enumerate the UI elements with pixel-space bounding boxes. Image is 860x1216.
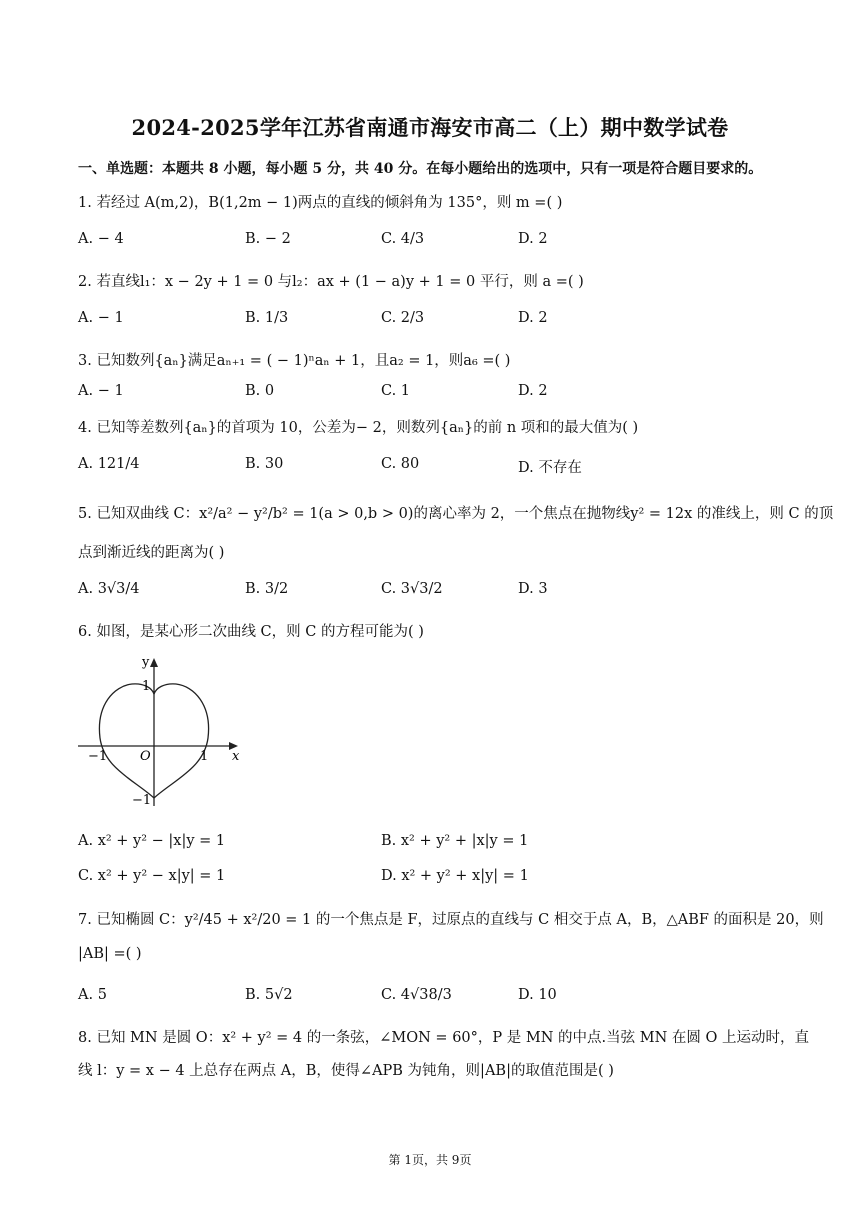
section-heading: 一、单选题：本题共 8 小题，每小题 5 分，共 40 分。在每小题给出的选项中，只有一项是符合题目要求的。 [78, 161, 763, 177]
tick-x-1: 1 [200, 749, 209, 764]
question-8-stem-cont: 线 l：y = x − 4 上总存在两点 A，B，使得∠APB 为钝角，则|AB|的取值范围是( ) [78, 1063, 614, 1079]
y-axis-label: y [142, 655, 150, 670]
question-7-option-c: C. 4√38/3 [381, 987, 452, 1003]
origin-label: O [140, 749, 151, 764]
question-1-option-a: A. − 4 [78, 231, 124, 247]
question-5-option-d: D. 3 [518, 581, 548, 597]
question-7-stem-cont: |AB| =( ) [78, 946, 142, 962]
question-5-option-b: B. 3/2 [245, 581, 289, 597]
question-4-option-a: A. 121/4 [78, 456, 140, 472]
question-6-option-a: A. x² + y² − |x|y = 1 [78, 833, 226, 849]
question-3-option-b: B. 0 [245, 383, 275, 399]
question-4-stem: 4. 已知等差数列{aₙ}的首项为 10，公差为− 2，则数列{aₙ}的前 n 项和的最大值为( ) [78, 420, 639, 436]
question-1-option-b: B. − 2 [245, 231, 291, 247]
y-axis-arrow-icon [150, 658, 158, 667]
question-6-option-b: B. x² + y² + |x|y = 1 [381, 833, 529, 849]
question-5-option-a: A. 3√3/4 [78, 581, 140, 597]
x-axis-label: x [232, 749, 240, 764]
question-2-option-d: D. 2 [518, 310, 548, 326]
question-1-option-c: C. 4/3 [381, 231, 425, 247]
question-3-option-d: D. 2 [518, 383, 548, 399]
question-5-stem-cont: 点到渐近线的距离为( ) [78, 545, 225, 561]
question-6-option-d: D. x² + y² + x|y| = 1 [381, 868, 529, 884]
question-7-stem: 7. 已知椭圆 C：y²/45 + x²/20 = 1 的一个焦点是 F，过原点的直线与 C 相交于点 A，B，△ABF 的面积是 20，则 [78, 912, 824, 928]
page-footer: 第 1页，共 9页 [388, 1153, 472, 1167]
question-3-option-c: C. 1 [381, 383, 411, 399]
question-5-stem: 5. 已知双曲线 C：x²/a² − y²/b² = 1(a > 0,b > 0)的离心率为 2，一个焦点在抛物线y² = 12x 的准线上，则 C 的顶 [78, 506, 834, 522]
question-5-option-c: C. 3√3/2 [381, 581, 443, 597]
question-4-option-c: C. 80 [381, 456, 420, 472]
heart-curve-figure [74, 650, 249, 810]
question-4-option-b: B. 30 [245, 456, 284, 472]
question-7-option-b: B. 5√2 [245, 987, 293, 1003]
question-7-option-d: D. 10 [518, 987, 557, 1003]
page-title: 2024-2025学年江苏省南通市海安市高二（上）期中数学试卷 [131, 115, 729, 140]
question-3-option-a: A. − 1 [78, 383, 124, 399]
question-6-option-c: C. x² + y² − x|y| = 1 [78, 868, 226, 884]
question-2-option-b: B. 1/3 [245, 310, 289, 326]
question-8-stem: 8. 已知 MN 是圆 O：x² + y² = 4 的一条弦，∠MON = 60°，P 是 MN 的中点.当弦 MN 在圆 O 上运动时，直 [78, 1030, 809, 1046]
question-7-option-a: A. 5 [78, 987, 107, 1003]
question-2-option-a: A. − 1 [78, 310, 124, 326]
tick-y-1: 1 [142, 679, 151, 694]
question-4-option-d: D. 不存在 [518, 460, 582, 476]
question-2-stem: 2. 若直线l₁：x − 2y + 1 = 0 与l₂：ax + (1 − a)y + 1 = 0 平行，则 a =( ) [78, 274, 584, 290]
question-2-option-c: C. 2/3 [381, 310, 425, 326]
tick-y-neg1: −1 [132, 793, 152, 808]
question-1-stem: 1. 若经过 A(m,2)，B(1,2m − 1)两点的直线的倾斜角为 135°，则 m =( ) [78, 195, 563, 211]
tick-x-neg1: −1 [88, 749, 108, 764]
question-1-option-d: D. 2 [518, 231, 548, 247]
question-6-stem: 6. 如图，是某心形二次曲线 C，则 C 的方程可能为( ) [78, 624, 424, 640]
question-3-stem: 3. 已知数列{aₙ}满足aₙ₊₁ = ( − 1)ⁿaₙ + 1，且a₂ = 1，则a₆ =( ) [78, 353, 511, 369]
